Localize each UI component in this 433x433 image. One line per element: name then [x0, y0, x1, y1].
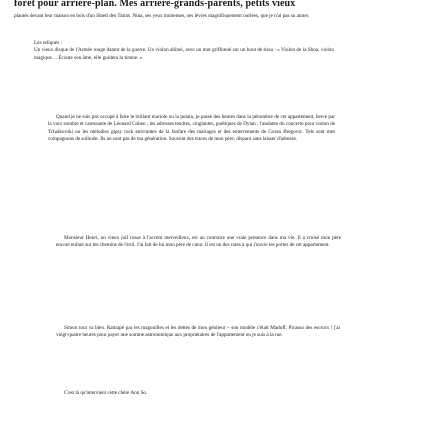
paragraph-ann-so: C'est là qu'intervient cette chère Ann So. — [64, 390, 148, 396]
intro-paragraph: plantés devant leur maison en bois d'un Shtetl des Tatras. Nina, ses yeux immenses, ses lèvres magnifiquement ourlées, que je n'ai pas su aimer. — [14, 13, 310, 19]
paragraph-solitude: Quand je ne suis pas occupé à faire le brillant mariole ou la putain, je passe des heures dans la pénombre de cet appartement, bercé par la voix sombre et caressante de Léonard Cohen ; les adresses tendres, cinglantes, poétiques de Dylan ; l'andante du concerto pour violon de Tchaïkovski ou les mélodies gipsy rock enivrantes de la fanfare des mariages et des enterrements de Goran Bregovic. Tels sont mes compagnons de solitude. Ils ne sont pas de ma génération. Souvent des traces de mon père, disparu sans laisser d'adresse. — [48, 114, 335, 143]
relics-text: Un vieux disque de l'Armée rouge datant de la guerre. Un violon abîmé, avec un mot griffonné sur un bout de tissu : « Violon de la Shoa, violon magique… Écoute son âme, elle guidera la tienne. » — [34, 47, 334, 61]
paragraph-simon: Simon tout va bien. Rattrapé par les magouilles et les dettes de mon géniteur – son modèle c'était Madoff, Picasso des escrocs ! j'ai vingt-quatre heures pour payer une somme astronomique aux propriétaires de l'appartement ou je suis à la rue. — [56, 325, 340, 339]
relics-title: Les reliques : — [34, 40, 62, 46]
relics-quote-block — [34, 40, 334, 62]
paragraph-monsieur-henri: Monsieur Henri, un vieux juif russe à l'accent merveilleux, est au contraire une vraie présence dans ma vie. Il a croisé mon père encore enfant sur les chemins de l'exil. J'ai fait de lui mon père de cœur. Il est un des rares à qui j'ouvre les portes de cet appartement. — [56, 235, 341, 249]
page-header-line: forêt pour arrière-plan. Mes arrière-grands-parents, petits vieux — [14, 0, 296, 9]
